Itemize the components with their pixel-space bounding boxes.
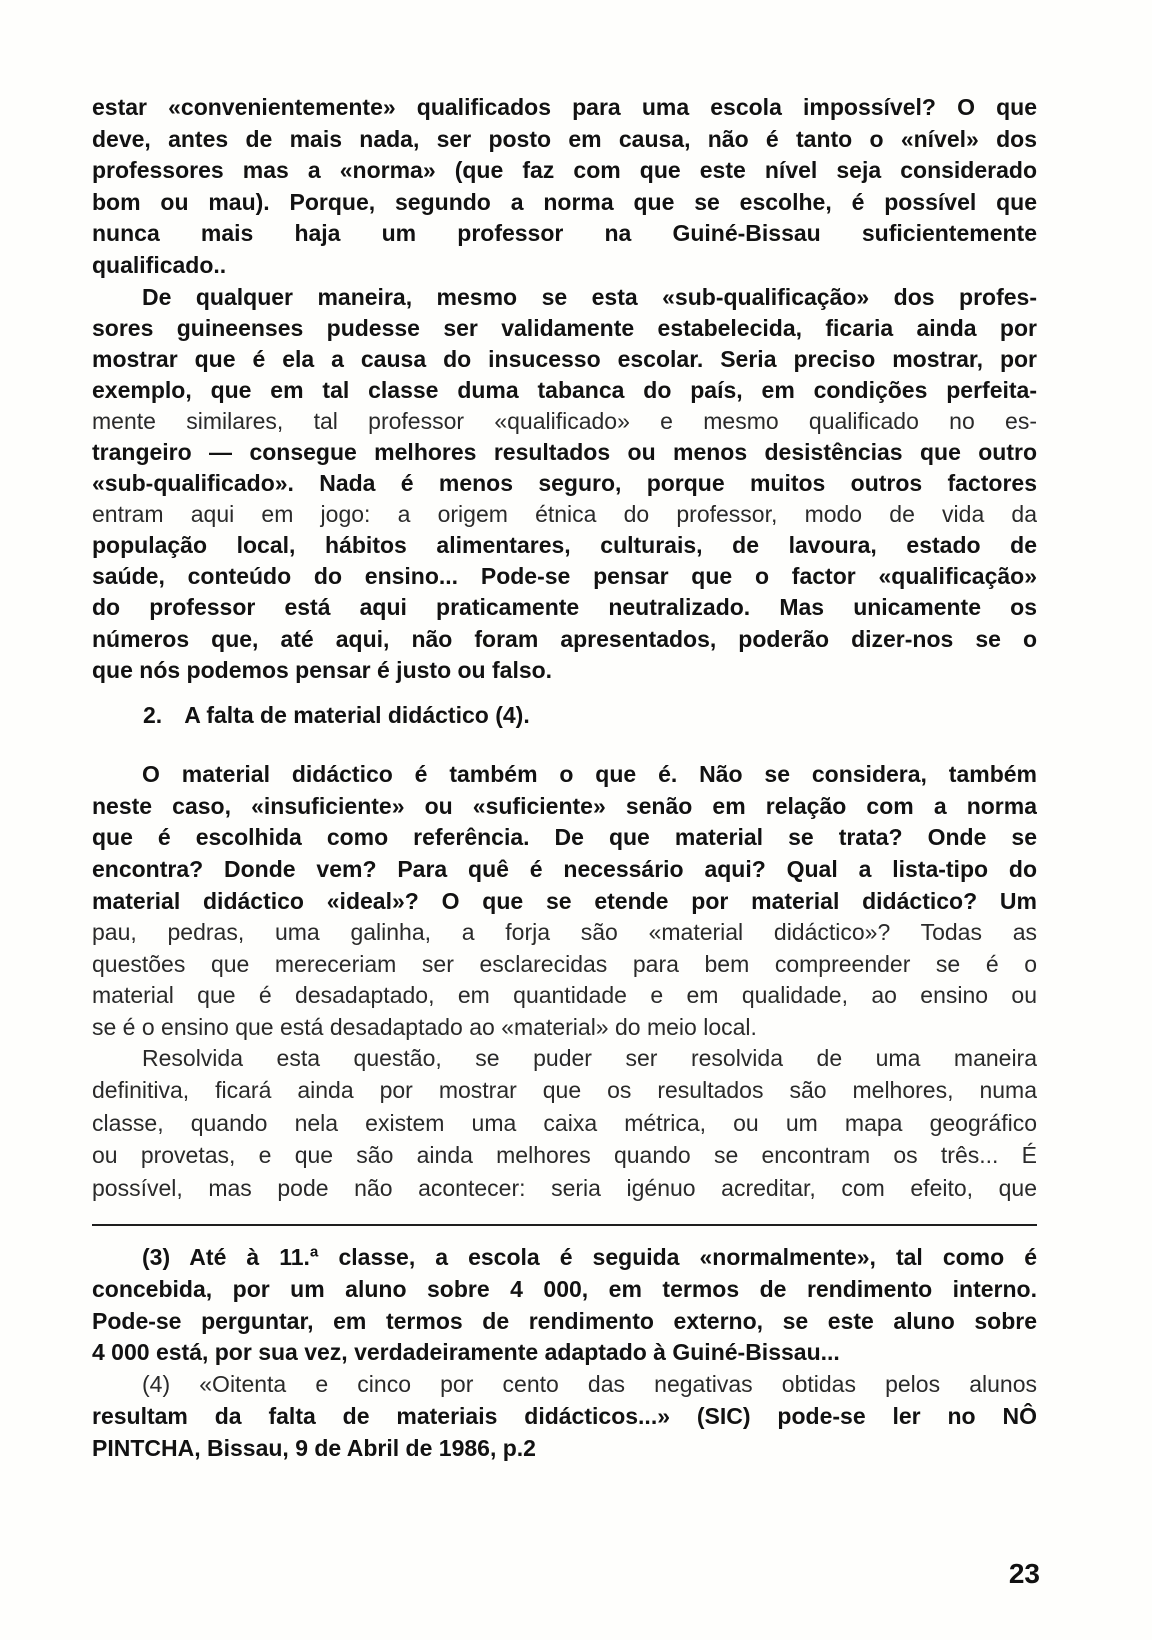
text-line: estar «convenientemente» qualificados para uma escola impossível? O que (92, 94, 1037, 120)
text-line: definitiva, ficará ainda por mostrar que os resultados são melhores, numa (92, 1077, 1037, 1104)
text-line: (4) «Oitenta e cinco por cento das negativas obtidas pelos alunos (142, 1371, 1037, 1398)
text-line: possível, mas pode não acontecer: seria igénuo acreditar, com efeito, que (92, 1174, 1037, 1201)
section-title: A falta de material didáctico (4). (184, 702, 530, 728)
text-line: saúde, conteúdo do ensino... Pode-se pensar que o factor «qualificação» (92, 563, 1037, 590)
section-number: 2. (143, 702, 163, 728)
text-line: PINTCHA, Bissau, 9 de Abril de 1986, p.2 (92, 1434, 536, 1461)
text-line: classe, quando nela existem uma caixa métrica, ou um mapa geográfico (92, 1109, 1037, 1136)
text-line: população local, hábitos alimentares, culturais, de lavoura, estado de (92, 532, 1037, 559)
text-line: mostrar que é ela a causa do insucesso escolar. Seria preciso mostrar, por (92, 345, 1037, 372)
text-line: resultam da falta de materiais didácticos...» (SIC) pode-se ler no NÔ (92, 1403, 1037, 1430)
text-line: questões que mereceriam ser esclarecidas para bem compreender se é o (92, 950, 1037, 977)
paragraph-3 (92, 759, 1037, 1043)
text-line: ou provetas, e que são ainda melhores quando se encontram os três... É (92, 1142, 1037, 1169)
text-line: professores mas a «norma» (que faz com que este nível seja considerado (92, 157, 1037, 184)
text-line: que é escolhida como referência. De que material se trata? Onde se (92, 824, 1037, 851)
text-line: do professor está aqui praticamente neutralizado. Mas unicamente os (92, 594, 1037, 621)
text-line: material didáctico «ideal»? O que se etende por material didáctico? Um (92, 887, 1037, 914)
text-line: exemplo, que em tal classe duma tabanca do país, em condições perfeita- (92, 376, 1037, 403)
text-line: 4 000 está, por sua vez, verdadeiramente adaptado à Guiné-Bissau... (92, 1339, 840, 1366)
paragraph-4 (92, 1042, 1037, 1205)
text-line: nunca mais haja um professor na Guiné-Bissau suficientemente (92, 220, 1037, 247)
paragraph-2 (92, 282, 1037, 686)
section-heading (92, 699, 1037, 731)
text-line: Pode-se perguntar, em termos de rendimento externo, se este aluno sobre (92, 1307, 1037, 1334)
text-line: se é o ensino que está desadaptado ao «material» do meio local. (92, 1013, 757, 1040)
text-line: sores guineenses pudesse ser validamente estabelecida, ficaria ainda por (92, 314, 1037, 341)
text-line: neste caso, «insuficiente» ou «suficiente» senão em relação com a norma (92, 792, 1037, 819)
text-line: concebida, por um aluno sobre 4 000, em termos de rendimento interno. (92, 1275, 1037, 1302)
text-line: O material didáctico é também o que é. Não se considera, também (142, 761, 1037, 788)
text-line: mente similares, tal professor «qualificado» e mesmo qualificado no es- (92, 407, 1037, 434)
text-line: deve, antes de mais nada, ser posto em causa, não é tanto o «nível» dos (92, 125, 1037, 152)
page-number: 23 (1008, 1558, 1040, 1589)
footnote-3 (92, 1242, 1037, 1369)
footnote-4 (92, 1369, 1037, 1464)
text-line: (3) Até à 11.ª classe, a escola é seguida «normalmente», tal como é (142, 1244, 1037, 1271)
text-line: pau, pedras, uma galinha, a forja são «material didáctico»? Todas as (92, 919, 1037, 946)
text-line: Resolvida esta questão, se puder ser resolvida de uma maneira (142, 1044, 1037, 1071)
text-line: bom ou mau). Porque, segundo a norma que se escolhe, é possível que (92, 188, 1037, 215)
text-line: De qualquer maneira, mesmo se esta «sub-qualificação» dos profes- (142, 283, 1037, 310)
text-line: qualificado.. (92, 251, 227, 278)
paragraph-1 (92, 92, 1037, 282)
text-line: encontra? Donde vem? Para quê é necessário aqui? Qual a lista-tipo do (92, 855, 1037, 882)
text-line: trangeiro — consegue melhores resultados ou menos desistências que outro (92, 438, 1037, 465)
footnote-separator (92, 1224, 1037, 1226)
text-line: material que é desadaptado, em quantidade e em qualidade, ao ensino ou (92, 982, 1037, 1009)
footnotes (92, 1242, 1037, 1465)
text-line: que nós podemos pensar é justo ou falso. (92, 656, 553, 683)
text-line: entram aqui em jogo: a origem étnica do professor, modo de vida da (92, 501, 1037, 528)
text-line: «sub-qualificado». Nada é menos seguro, porque muitos outros factores (92, 470, 1037, 497)
text-line: números que, até aqui, não foram apresentados, poderão dizer-nos se o (92, 625, 1037, 652)
